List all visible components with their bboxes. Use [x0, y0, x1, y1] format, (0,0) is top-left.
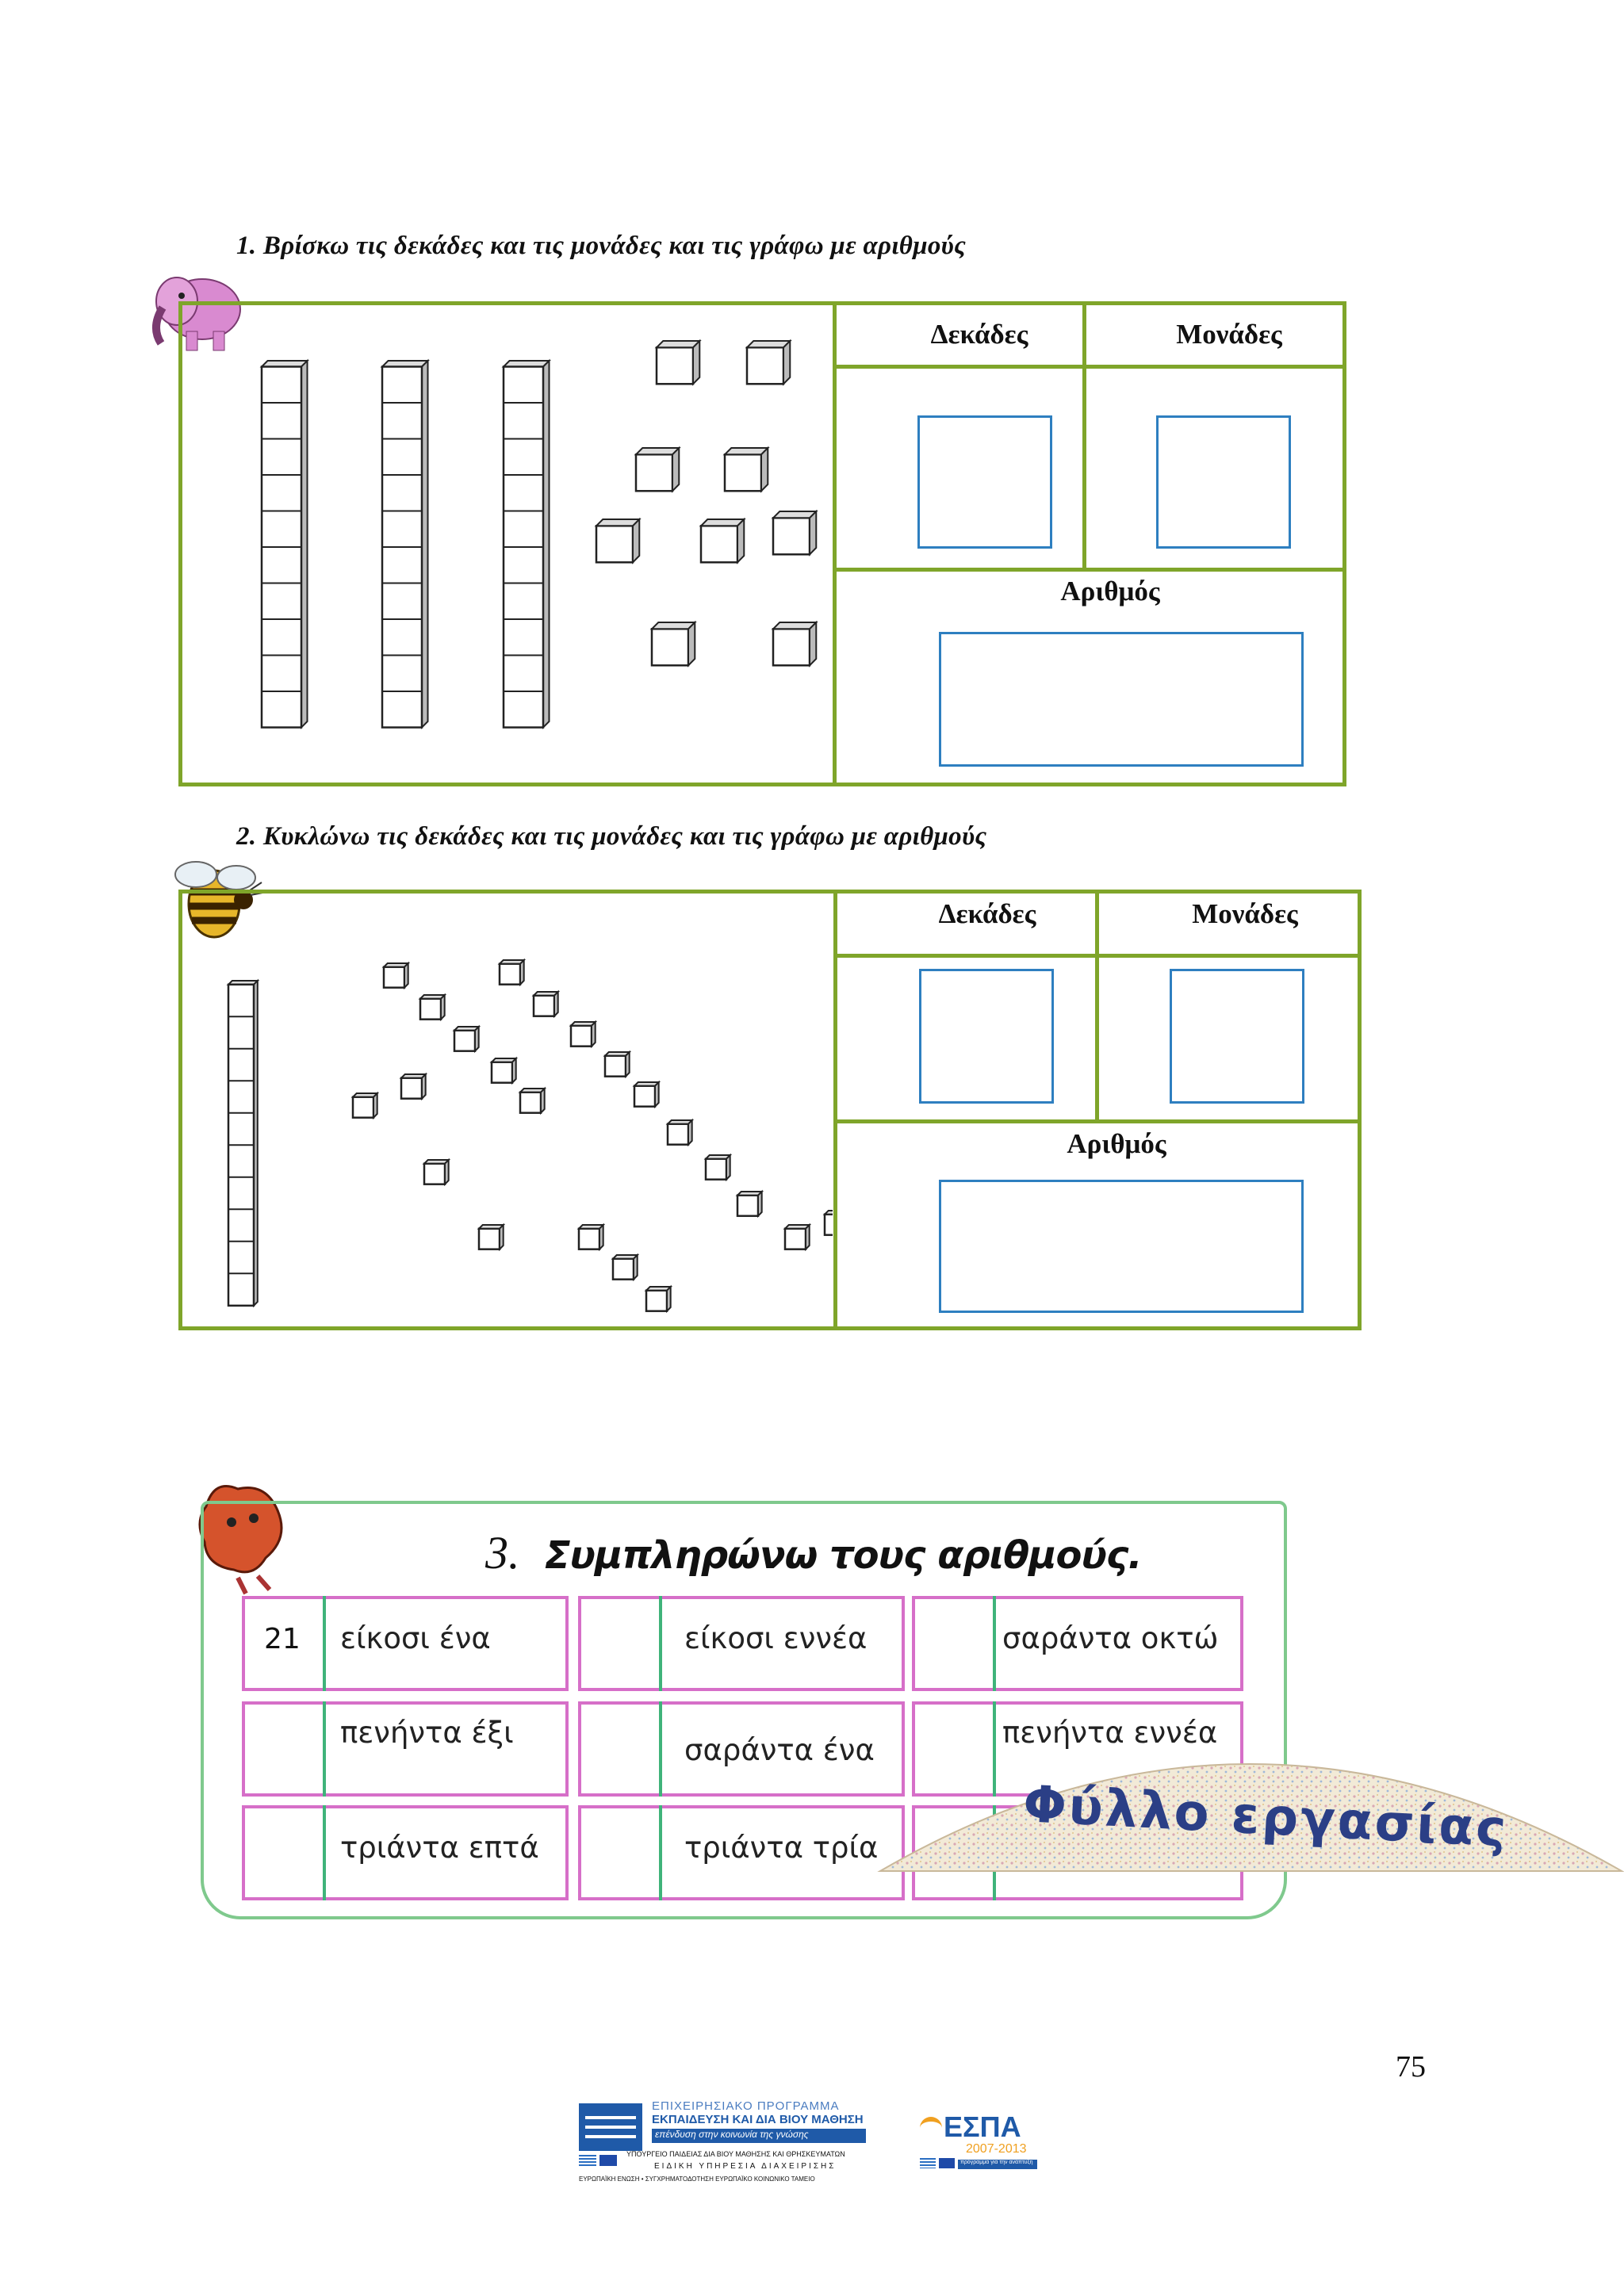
espa-logo — [920, 2110, 1047, 2182]
unit-cube — [773, 511, 816, 554]
unit-cube — [646, 1287, 671, 1311]
unit-cube — [636, 448, 679, 491]
task1-blocks — [182, 305, 833, 781]
ten-rod — [228, 981, 258, 1306]
task3-row-cell[interactable] — [242, 1596, 569, 1691]
eu-flag-icon — [599, 2155, 617, 2166]
unit-cube — [401, 1074, 426, 1099]
agency-text: ΕΙΔΙΚΗ ΥΠΗΡΕΣΙΑ ΔΙΑΧΕΙΡΙΣΗΣ — [654, 2162, 837, 2171]
unit-cube — [773, 622, 816, 665]
unit-cube — [785, 1225, 810, 1249]
task1-tens-input[interactable] — [917, 415, 1052, 549]
number-input[interactable]: 21 — [264, 1623, 301, 1655]
book-logo-icon — [579, 2103, 642, 2151]
task2-number-input[interactable] — [939, 1180, 1304, 1313]
eu-flag-icon — [939, 2158, 955, 2168]
unit-cube — [424, 1160, 449, 1184]
task2-number-header: Αριθμός — [1067, 1128, 1166, 1159]
cell-divider — [993, 1596, 996, 1691]
number-word: σαράντα ένα — [684, 1733, 875, 1767]
task3-title-number: 3. — [485, 1527, 520, 1578]
task3-row-cell[interactable] — [578, 1701, 905, 1797]
unit-cube — [825, 1211, 833, 1235]
task1-row2-line — [837, 568, 1346, 572]
unit-cube — [737, 1192, 762, 1216]
unit-cube — [701, 519, 744, 562]
ten-rod — [504, 361, 550, 728]
unit-cube — [353, 1093, 377, 1118]
greek-flag-icon — [920, 2158, 936, 2168]
task2-tens-header: Δεκάδες — [938, 898, 1036, 929]
task3-title — [485, 1526, 1142, 1579]
cell-divider — [659, 1596, 662, 1691]
cell-divider — [659, 1805, 662, 1900]
task2-title: 2. Κυκλώνω τις δεκάδες και τις μονάδες και τις γράφω με αριθμούς — [236, 822, 987, 851]
unit-cube — [596, 519, 639, 562]
number-word: πενήντα έξι — [340, 1716, 514, 1750]
program-line1: ΕΠΙΧΕΙΡΗΣΙΑΚΟ ΠΡΟΓΡΑΜΜΑ — [652, 2099, 840, 2113]
unit-cube — [500, 960, 524, 985]
task2-units-header: Μονάδες — [1192, 898, 1298, 929]
unit-cube — [479, 1225, 504, 1249]
cell-divider — [659, 1701, 662, 1797]
unit-cube — [420, 995, 445, 1020]
espa-years: 2007-2013 — [966, 2142, 1027, 2156]
page-number: 75 — [1396, 2050, 1426, 2084]
program-logo — [579, 2099, 864, 2195]
cell-divider — [323, 1805, 326, 1900]
banner-text: Φύλλο εργασίας — [1021, 1775, 1511, 1859]
ministry-text: ΥΠΟΥΡΓΕΙΟ ΠΑΙΔΕΙΑΣ ΔΙΑ ΒΙΟΥ ΜΑΘΗΣΗΣ ΚΑΙ ΘΡΗΣΚΕΥΜΑΤΩΝ — [626, 2150, 845, 2158]
task1-title: 1. Βρίσκω τις δεκάδες και τις μονάδες και τις γράφω με αριθμούς — [236, 232, 967, 260]
unit-cube — [706, 1155, 730, 1180]
unit-cube — [492, 1058, 516, 1083]
program-line3: επένδυση στην κοινωνία της γνώσης — [652, 2129, 866, 2143]
eu-text: ΕΥΡΩΠΑΪΚΗ ΕΝΩΣΗ • ΣΥΓΧΡΗΜΑΤΟΔΟΤΗΣΗ ΕΥΡΩΠΑΪΚΟ ΚΟΙΝΩΝΙΚΟ ΤΑΜΕΙΟ — [579, 2175, 815, 2183]
espa-title: ΕΣΠΑ — [944, 2110, 1021, 2143]
unit-cube — [579, 1225, 603, 1249]
number-word: είκοσι ένα — [340, 1621, 491, 1655]
ten-rod — [382, 361, 428, 728]
task2-tens-input[interactable] — [919, 969, 1054, 1104]
task3-row-cell[interactable] — [242, 1805, 569, 1900]
task3-row-cell[interactable] — [578, 1596, 905, 1691]
unit-cube — [571, 1022, 596, 1047]
espa-swoosh-icon — [920, 2117, 942, 2139]
unit-cube — [668, 1120, 692, 1145]
program-line2: ΕΚΠΑΙΔΕΥΣΗ ΚΑΙ ΔΙΑ ΒΙΟΥ ΜΑΘΗΣΗ — [652, 2113, 864, 2126]
task1-units-header: Μονάδες — [1176, 319, 1282, 350]
number-word: τριάντα επτά — [340, 1831, 539, 1865]
unit-cube — [605, 1052, 630, 1077]
number-word: είκοσι εννέα — [684, 1621, 868, 1655]
task3-row-cell[interactable] — [912, 1596, 1243, 1691]
task2-blocks — [182, 894, 833, 1326]
task1-number-input[interactable] — [939, 632, 1304, 767]
task2-row1-line — [837, 954, 1362, 958]
unit-cube — [725, 448, 768, 491]
number-word: τριάντα τρία — [684, 1831, 879, 1865]
unit-cube — [534, 992, 558, 1016]
unit-cube — [613, 1255, 638, 1280]
unit-cube — [634, 1082, 659, 1107]
worksheet-banner — [876, 1689, 1624, 1879]
unit-cube — [520, 1089, 545, 1113]
unit-cube — [454, 1027, 479, 1051]
number-word: πενήντα εννέα — [1002, 1716, 1218, 1750]
cell-divider — [323, 1596, 326, 1691]
task1-divider — [833, 301, 837, 786]
unit-cube — [657, 341, 699, 384]
task2-row2-line — [837, 1119, 1362, 1123]
task3-row-cell[interactable] — [578, 1805, 905, 1900]
greek-flag-icon — [579, 2155, 596, 2166]
cell-divider — [323, 1701, 326, 1797]
task1-row1-line — [837, 365, 1346, 369]
task3-title-text: Συμπληρώνω τους αριθμούς. — [544, 1533, 1142, 1578]
task3-row-cell[interactable] — [242, 1701, 569, 1797]
espa-slogan: πρόγραμμα για την ανάπτυξη — [958, 2160, 1037, 2169]
number-word: σαράντα οκτώ — [1002, 1621, 1219, 1655]
task1-units-input[interactable] — [1156, 415, 1291, 549]
unit-cube — [652, 622, 695, 665]
unit-cube — [747, 341, 790, 384]
ten-rod — [262, 361, 308, 728]
task1-tens-header: Δεκάδες — [930, 319, 1028, 350]
unit-cube — [384, 963, 408, 988]
task1-number-header: Αριθμός — [1060, 576, 1160, 607]
task2-units-input[interactable] — [1170, 969, 1304, 1104]
